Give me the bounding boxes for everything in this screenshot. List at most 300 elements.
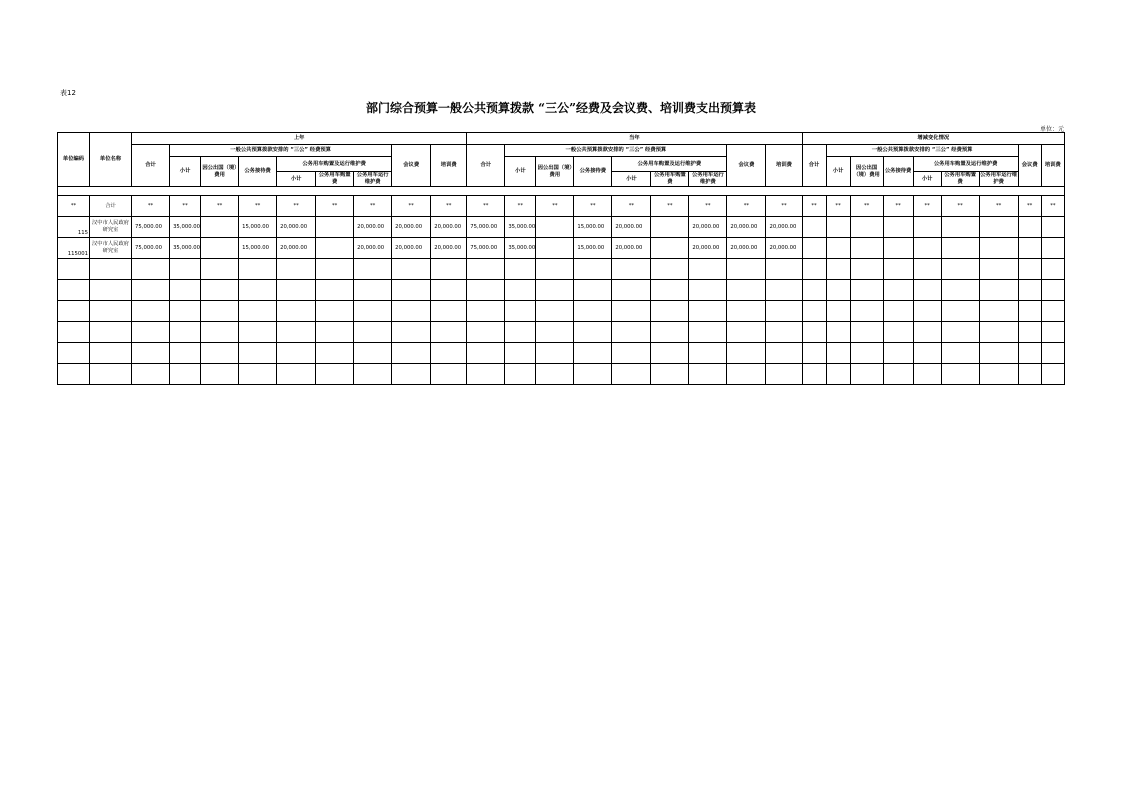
- value-cell: 20,000.00: [431, 238, 467, 259]
- empty-cell: [467, 322, 505, 343]
- empty-cell: [90, 259, 132, 280]
- empty-cell: [239, 364, 277, 385]
- value-cell: 75,000.00: [132, 217, 170, 238]
- empty-cell: [574, 259, 612, 280]
- empty-cell: [392, 364, 431, 385]
- empty-cell: [132, 364, 170, 385]
- value-cell: [1018, 217, 1041, 238]
- value-cell: [1041, 238, 1064, 259]
- empty-cell: [941, 343, 979, 364]
- value-cell: [979, 238, 1018, 259]
- empty-cell: [883, 280, 913, 301]
- value-cell: 35,000.00: [170, 217, 201, 238]
- empty-cell: [239, 280, 277, 301]
- empty-cell: [431, 322, 467, 343]
- table-row-empty: [58, 259, 1065, 280]
- empty-cell: [431, 343, 467, 364]
- empty-cell: [651, 259, 689, 280]
- empty-cell: [574, 280, 612, 301]
- marker-cell: **: [58, 196, 90, 217]
- empty-cell: [766, 343, 802, 364]
- value-cell: 20,000.00: [354, 217, 392, 238]
- col-header-vehicle-running: 公务用车运行维护费: [980, 172, 1018, 185]
- empty-cell: [766, 322, 802, 343]
- marker-cell: **: [612, 196, 651, 217]
- empty-cell: [90, 343, 132, 364]
- col-header-abroad: 因公出国（境）费用: [850, 157, 883, 187]
- unit-code: 115: [58, 217, 90, 238]
- empty-cell: [1041, 322, 1064, 343]
- empty-cell: [431, 259, 467, 280]
- empty-cell: [392, 259, 431, 280]
- empty-cell: [467, 364, 505, 385]
- col-header-meeting: 会议费: [392, 145, 431, 187]
- empty-cell: [354, 301, 392, 322]
- table-row: [58, 217, 1065, 238]
- empty-cell: [316, 301, 354, 322]
- empty-cell: [201, 259, 239, 280]
- unit-name: 汉中市人民政府研究室: [90, 217, 132, 238]
- table-row: [58, 238, 1065, 259]
- empty-cell: [826, 259, 850, 280]
- value-cell: 20,000.00: [612, 238, 651, 259]
- empty-cell: [1041, 343, 1064, 364]
- value-cell: [850, 217, 883, 238]
- value-cell: [883, 238, 913, 259]
- empty-cell: [979, 259, 1018, 280]
- table-row-empty: [58, 301, 1065, 322]
- empty-cell: [883, 259, 913, 280]
- empty-cell: [766, 364, 802, 385]
- empty-cell: [536, 280, 574, 301]
- value-cell: 20,000.00: [689, 238, 727, 259]
- empty-cell: [505, 364, 536, 385]
- empty-cell: [1041, 301, 1064, 322]
- value-cell: 15,000.00: [574, 238, 612, 259]
- empty-cell: [316, 343, 354, 364]
- value-cell: 20,000.00: [766, 238, 802, 259]
- header-spacer: [58, 187, 1065, 196]
- empty-cell: [727, 343, 766, 364]
- empty-cell: [132, 322, 170, 343]
- empty-cell: [802, 301, 826, 322]
- value-cell: [802, 217, 826, 238]
- empty-cell: [354, 259, 392, 280]
- empty-cell: [979, 280, 1018, 301]
- empty-cell: [979, 364, 1018, 385]
- col-header-this-year: 当年: [467, 133, 802, 145]
- empty-cell: [505, 343, 536, 364]
- empty-cell: [979, 301, 1018, 322]
- value-cell: [941, 238, 979, 259]
- col-header-total: 合计: [802, 145, 826, 187]
- marker-cell: **: [1041, 196, 1064, 217]
- value-cell: [1018, 238, 1041, 259]
- empty-cell: [612, 322, 651, 343]
- empty-cell: [1041, 280, 1064, 301]
- marker-cell: **: [467, 196, 505, 217]
- value-cell: 20,000.00: [766, 217, 802, 238]
- empty-cell: [277, 280, 316, 301]
- marker-cell: **: [1018, 196, 1041, 217]
- empty-cell: [201, 364, 239, 385]
- col-header-training: 培训费: [766, 145, 802, 187]
- empty-cell: [913, 280, 941, 301]
- value-cell: [536, 217, 574, 238]
- empty-cell: [536, 343, 574, 364]
- empty-cell: [277, 322, 316, 343]
- col-header-sangong: 一般公共预算拨款安排的 “三公” 经费预算: [170, 145, 392, 157]
- empty-cell: [1018, 301, 1041, 322]
- value-cell: 20,000.00: [612, 217, 651, 238]
- empty-cell: [58, 280, 90, 301]
- value-cell: 20,000.00: [431, 217, 467, 238]
- table-row-empty: [58, 343, 1065, 364]
- empty-cell: [651, 364, 689, 385]
- col-header-vehicle: 公务用车购置及运行维护费: [913, 157, 1018, 172]
- page-title: 部门综合预算一般公共预算拨款 “三公”经费及会议费、培训费支出预算表: [366, 101, 756, 115]
- col-header-vehicle-subtotal: 小计: [277, 172, 316, 187]
- value-cell: [201, 238, 239, 259]
- empty-cell: [90, 322, 132, 343]
- col-header-sangong: 一般公共预算拨款安排的 “三公” 经费预算: [826, 145, 1018, 157]
- value-cell: 35,000.00: [505, 238, 536, 259]
- empty-cell: [612, 259, 651, 280]
- empty-cell: [316, 364, 354, 385]
- empty-cell: [689, 280, 727, 301]
- empty-cell: [536, 364, 574, 385]
- value-cell: 75,000.00: [132, 238, 170, 259]
- value-cell: [651, 217, 689, 238]
- marker-cell: **: [979, 196, 1018, 217]
- empty-cell: [913, 322, 941, 343]
- marker-cell: **: [826, 196, 850, 217]
- empty-cell: [239, 259, 277, 280]
- empty-cell: [505, 301, 536, 322]
- total-label: 合计: [90, 196, 132, 217]
- col-header-abroad: 因公出国（境）费用: [201, 157, 239, 187]
- empty-cell: [316, 322, 354, 343]
- empty-cell: [913, 364, 941, 385]
- marker-cell: **: [913, 196, 941, 217]
- empty-cell: [90, 280, 132, 301]
- empty-cell: [651, 280, 689, 301]
- value-cell: [850, 238, 883, 259]
- empty-cell: [170, 343, 201, 364]
- value-cell: [201, 217, 239, 238]
- empty-cell: [727, 259, 766, 280]
- col-header-prev-year: 上年: [132, 133, 467, 145]
- empty-cell: [612, 301, 651, 322]
- table-row-empty: [58, 364, 1065, 385]
- empty-cell: [850, 322, 883, 343]
- empty-cell: [979, 322, 1018, 343]
- col-header-subtotal: 小计: [505, 157, 536, 187]
- empty-cell: [201, 322, 239, 343]
- marker-cell: **: [277, 196, 316, 217]
- empty-cell: [536, 322, 574, 343]
- empty-cell: [826, 343, 850, 364]
- value-cell: [826, 217, 850, 238]
- empty-cell: [727, 364, 766, 385]
- value-cell: 15,000.00: [239, 217, 277, 238]
- empty-cell: [201, 301, 239, 322]
- empty-cell: [431, 280, 467, 301]
- col-header-change: 增减变化情况: [802, 133, 1064, 145]
- col-header-vehicle-purchase: 公务用车购置费: [651, 172, 689, 187]
- empty-cell: [883, 301, 913, 322]
- value-cell: 20,000.00: [689, 217, 727, 238]
- value-cell: 20,000.00: [354, 238, 392, 259]
- value-cell: 20,000.00: [277, 217, 316, 238]
- empty-cell: [277, 364, 316, 385]
- empty-cell: [1018, 259, 1041, 280]
- marker-cell: **: [354, 196, 392, 217]
- empty-cell: [467, 280, 505, 301]
- marker-cell: **: [170, 196, 201, 217]
- empty-cell: [467, 301, 505, 322]
- empty-cell: [689, 259, 727, 280]
- empty-cell: [354, 343, 392, 364]
- unit-name: 汉中市人民政府研究室: [90, 238, 132, 259]
- empty-cell: [132, 259, 170, 280]
- empty-cell: [689, 301, 727, 322]
- empty-cell: [826, 364, 850, 385]
- empty-cell: [354, 322, 392, 343]
- empty-cell: [431, 364, 467, 385]
- unit-label: 单位：元: [1039, 126, 1064, 133]
- empty-cell: [132, 343, 170, 364]
- marker-cell: **: [883, 196, 913, 217]
- empty-cell: [802, 343, 826, 364]
- empty-cell: [850, 280, 883, 301]
- empty-cell: [612, 364, 651, 385]
- col-header-subtotal: 小计: [826, 157, 850, 187]
- value-cell: 20,000.00: [277, 238, 316, 259]
- empty-cell: [979, 343, 1018, 364]
- col-header-subtotal: 小计: [170, 157, 201, 187]
- value-cell: 35,000.00: [170, 238, 201, 259]
- col-header-vehicle-subtotal: 小计: [612, 172, 651, 187]
- empty-cell: [90, 364, 132, 385]
- empty-cell: [574, 322, 612, 343]
- empty-cell: [1018, 343, 1041, 364]
- empty-cell: [132, 301, 170, 322]
- empty-cell: [826, 301, 850, 322]
- empty-cell: [170, 301, 201, 322]
- col-header-reception: 公务接待费: [239, 157, 277, 187]
- empty-cell: [505, 322, 536, 343]
- table-row-empty: [58, 280, 1065, 301]
- budget-table: [57, 132, 1065, 385]
- empty-cell: [201, 280, 239, 301]
- marker-cell: **: [201, 196, 239, 217]
- empty-cell: [239, 322, 277, 343]
- marker-cell: **: [651, 196, 689, 217]
- marker-cell: **: [574, 196, 612, 217]
- empty-cell: [132, 280, 170, 301]
- value-cell: [316, 217, 354, 238]
- col-header-reception: 公务接待费: [574, 157, 612, 187]
- value-cell: 15,000.00: [239, 238, 277, 259]
- empty-cell: [58, 301, 90, 322]
- marker-cell: **: [941, 196, 979, 217]
- marker-cell: **: [689, 196, 727, 217]
- empty-cell: [574, 343, 612, 364]
- empty-cell: [277, 259, 316, 280]
- empty-cell: [612, 280, 651, 301]
- unit-code: 115001: [58, 238, 90, 259]
- value-cell: [651, 238, 689, 259]
- empty-cell: [651, 343, 689, 364]
- empty-cell: [727, 280, 766, 301]
- empty-cell: [574, 301, 612, 322]
- empty-cell: [58, 343, 90, 364]
- col-header-training: 培训费: [431, 145, 467, 187]
- empty-cell: [766, 259, 802, 280]
- col-header-meeting: 会议费: [727, 145, 766, 187]
- empty-cell: [941, 322, 979, 343]
- empty-cell: [58, 322, 90, 343]
- marker-cell: **: [802, 196, 826, 217]
- empty-cell: [467, 259, 505, 280]
- value-cell: [536, 238, 574, 259]
- empty-cell: [90, 301, 132, 322]
- empty-cell: [727, 322, 766, 343]
- col-header-name: 单位名称: [90, 133, 132, 187]
- value-cell: [941, 217, 979, 238]
- empty-cell: [1041, 259, 1064, 280]
- empty-cell: [883, 343, 913, 364]
- empty-cell: [354, 364, 392, 385]
- value-cell: [883, 217, 913, 238]
- col-header-meeting: 会议费: [1018, 145, 1041, 187]
- empty-cell: [505, 259, 536, 280]
- col-header-vehicle: 公务用车购置及运行维护费: [277, 157, 392, 172]
- empty-cell: [170, 322, 201, 343]
- empty-cell: [467, 343, 505, 364]
- marker-cell: **: [727, 196, 766, 217]
- empty-cell: [850, 259, 883, 280]
- empty-cell: [913, 259, 941, 280]
- empty-cell: [850, 301, 883, 322]
- empty-cell: [651, 301, 689, 322]
- empty-cell: [58, 364, 90, 385]
- empty-cell: [941, 301, 979, 322]
- col-header-abroad: 因公出国（境）费用: [536, 157, 574, 187]
- value-cell: 20,000.00: [727, 217, 766, 238]
- empty-cell: [727, 301, 766, 322]
- empty-cell: [392, 280, 431, 301]
- marker-cell: **: [536, 196, 574, 217]
- empty-cell: [170, 280, 201, 301]
- empty-cell: [883, 364, 913, 385]
- empty-cell: [170, 259, 201, 280]
- empty-cell: [316, 280, 354, 301]
- value-cell: [913, 238, 941, 259]
- empty-cell: [941, 280, 979, 301]
- marker-cell: **: [392, 196, 431, 217]
- empty-cell: [574, 364, 612, 385]
- value-cell: 75,000.00: [467, 217, 505, 238]
- empty-cell: [850, 343, 883, 364]
- empty-cell: [354, 280, 392, 301]
- value-cell: [1041, 217, 1064, 238]
- col-header-vehicle-running: 公务用车运行维护费: [689, 172, 727, 187]
- empty-cell: [826, 280, 850, 301]
- empty-cell: [277, 343, 316, 364]
- col-header-vehicle-purchase: 公务用车购置费: [941, 172, 979, 187]
- empty-cell: [802, 364, 826, 385]
- empty-cell: [392, 301, 431, 322]
- empty-cell: [239, 343, 277, 364]
- empty-cell: [1018, 280, 1041, 301]
- empty-cell: [239, 301, 277, 322]
- marker-cell: **: [431, 196, 467, 217]
- empty-cell: [170, 364, 201, 385]
- empty-cell: [201, 343, 239, 364]
- empty-cell: [941, 364, 979, 385]
- empty-cell: [941, 259, 979, 280]
- value-cell: [316, 238, 354, 259]
- marker-cell: **: [850, 196, 883, 217]
- col-header-vehicle-running: 公务用车运行维护费: [354, 172, 392, 187]
- col-header-vehicle-subtotal: 小计: [913, 172, 941, 187]
- empty-cell: [277, 301, 316, 322]
- empty-cell: [883, 322, 913, 343]
- col-header-total: 合计: [132, 145, 170, 187]
- empty-cell: [802, 280, 826, 301]
- table-row-empty: [58, 322, 1065, 343]
- marker-cell: **: [316, 196, 354, 217]
- value-cell: [913, 217, 941, 238]
- empty-cell: [850, 364, 883, 385]
- empty-cell: [826, 322, 850, 343]
- empty-cell: [58, 259, 90, 280]
- value-cell: 20,000.00: [392, 217, 431, 238]
- value-cell: [802, 238, 826, 259]
- marker-cell: **: [239, 196, 277, 217]
- col-header-vehicle: 公务用车购置及运行维护费: [612, 157, 727, 172]
- empty-cell: [392, 322, 431, 343]
- empty-cell: [802, 322, 826, 343]
- empty-cell: [766, 301, 802, 322]
- empty-cell: [431, 301, 467, 322]
- empty-cell: [536, 259, 574, 280]
- empty-cell: [689, 322, 727, 343]
- empty-cell: [651, 322, 689, 343]
- col-header-sangong: 一般公共预算拨款安排的 “三公” 经费预算: [505, 145, 727, 157]
- value-cell: 20,000.00: [727, 238, 766, 259]
- empty-cell: [316, 259, 354, 280]
- empty-cell: [392, 343, 431, 364]
- col-header-training: 培训费: [1041, 145, 1064, 187]
- value-cell: 15,000.00: [574, 217, 612, 238]
- empty-cell: [505, 280, 536, 301]
- marker-cell: **: [132, 196, 170, 217]
- col-header-vehicle-purchase: 公务用车购置费: [316, 172, 354, 187]
- value-cell: 20,000.00: [392, 238, 431, 259]
- col-header-total: 合计: [467, 145, 505, 187]
- value-cell: 35,000.00: [505, 217, 536, 238]
- table-number: 表12: [60, 89, 76, 97]
- empty-cell: [1018, 322, 1041, 343]
- empty-cell: [689, 364, 727, 385]
- col-header-reception: 公务接待费: [883, 157, 913, 187]
- value-cell: [979, 217, 1018, 238]
- marker-cell: **: [505, 196, 536, 217]
- empty-cell: [1041, 364, 1064, 385]
